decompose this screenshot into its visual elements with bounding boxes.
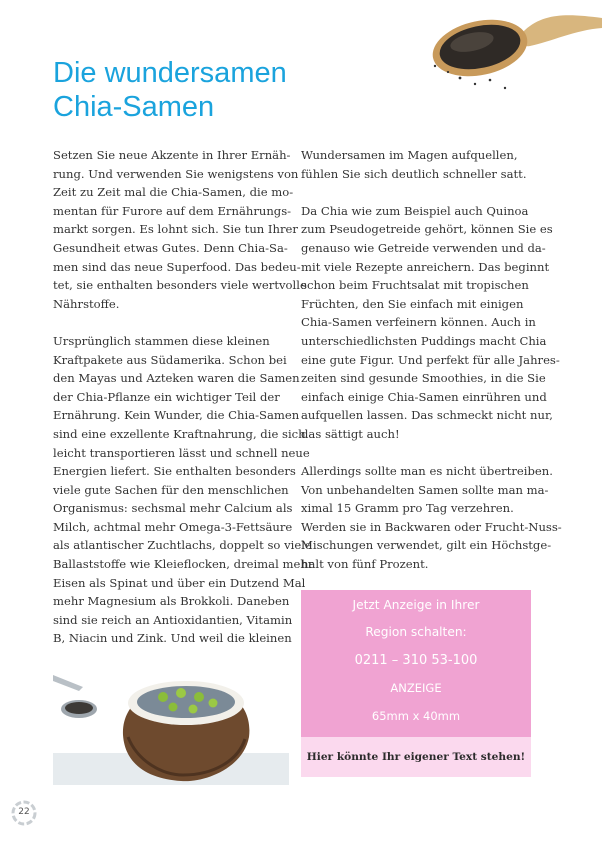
text-line: Gesundheit etwas Gutes. Denn Chia-Sa- xyxy=(53,240,288,255)
text-line: mit viele Rezepte anreichern. Das beginnt xyxy=(301,259,550,274)
text-line: als atlantischer Zuchtlachs, doppelt so viele xyxy=(53,538,312,553)
page-number-badge xyxy=(9,798,39,828)
text-line: tet, sie enthalten besonders viele wertvolle xyxy=(53,278,307,293)
text-line: Von unbehandelten Samen sollte man ma- xyxy=(301,482,549,497)
text-line: rung. Und verwenden Sie wenigstens von xyxy=(53,166,299,181)
text-line: markt sorgen. Es lohnt sich. Sie tun Ihrer xyxy=(53,222,298,237)
text-line: Eisen als Spinat und über ein Dutzend Mal xyxy=(53,575,306,590)
text-line: den Mayas und Azteken waren die Samen xyxy=(53,371,300,386)
text-line: Mischungen verwendet, gilt ein Höchstge- xyxy=(301,538,552,553)
advertisement-box xyxy=(301,590,531,777)
text-line: genauso wie Getreide verwenden und da- xyxy=(301,240,546,255)
text-line: Ursprünglich stammen diese kleinen xyxy=(53,333,270,348)
title-line: Chia-Samen xyxy=(53,91,215,123)
text-line: der Chia-Pflanze ein wichtiger Teil der xyxy=(53,389,280,404)
paragraph-gap xyxy=(301,444,537,463)
page-number: 22 xyxy=(18,807,30,817)
text-line: halt von fünf Prozent. xyxy=(301,557,429,572)
text-line: Werden sie in Backwaren oder Frucht-Nuss- xyxy=(301,519,562,534)
text-line: men sind das neue Superfood. Das bedeu- xyxy=(53,259,301,274)
text-line: Milch, achtmal mehr Omega-3-Fettsäure xyxy=(53,519,293,534)
ad-headline-line-1: Jetzt Anzeige in Ihrer xyxy=(352,598,480,612)
text-line: fühlen Sie sich deutlich schneller satt. xyxy=(301,166,527,181)
article-column-right xyxy=(301,146,562,574)
text-line: Organismus: sechsmal mehr Calcium als xyxy=(53,501,293,516)
text-line: schon beim Fruchtsalat mit tropischen xyxy=(301,278,529,293)
text-line: leicht transportieren lässt und schnell neue xyxy=(53,445,310,460)
text-line: sind eine exzellente Kraftnahrung, die sich xyxy=(53,426,306,441)
text-line: eine gute Figur. Und perfekt für alle Jahres- xyxy=(301,352,560,367)
text-line: das sättigt auch! xyxy=(301,426,400,441)
text-line: zeiten sind gesunde Smoothies, in die Sie xyxy=(301,371,546,386)
article-title xyxy=(53,56,353,124)
text-line: Nährstoffe. xyxy=(53,296,120,311)
ad-size: 65mm x 40mm xyxy=(371,709,461,723)
text-line: mehr Magnesium als Brokkoli. Daneben xyxy=(53,594,290,609)
paragraph-gap xyxy=(53,313,289,332)
ad-phone: 0211 – 310 53-100 xyxy=(354,653,478,668)
chia-spoon-image xyxy=(420,0,602,100)
paragraph-gap xyxy=(301,183,537,202)
title-line: Die wundersamen xyxy=(53,57,287,89)
text-line: Setzen Sie neue Akzente in Ihrer Ernäh- xyxy=(53,148,291,162)
text-line: unterschiedlichsten Puddings macht Chia xyxy=(301,333,547,348)
coconut-chia-image xyxy=(53,657,289,785)
text-line: viele gute Sachen für den menschlichen xyxy=(53,482,289,497)
text-line: Allerdings sollte man es nicht übertreiben. xyxy=(301,464,553,479)
text-line: zum Pseudogetreide gehört, können Sie es xyxy=(301,222,553,237)
text-line: Wundersamen im Magen aufquellen, xyxy=(301,148,518,162)
text-line: sind sie reich an Antioxidantien, Vitamin xyxy=(53,612,293,627)
ad-custom-text: Hier könnte Ihr eigener Text stehen! xyxy=(301,737,531,777)
text-line: ximal 15 Gramm pro Tag verzehren. xyxy=(301,501,514,516)
text-line: aufquellen lassen. Das schmeckt nicht nur, xyxy=(301,408,553,423)
text-line: mentan für Furore auf dem Ernährungs- xyxy=(53,203,292,218)
article-column-left xyxy=(53,146,314,648)
text-line: Früchten, den Sie einfach mit einigen xyxy=(301,296,524,311)
text-line: Ballaststoffe wie Kleieflocken, dreimal mehr xyxy=(53,557,314,572)
text-line: Energien liefert. Sie enthalten besonders xyxy=(53,464,296,479)
text-line: Kraftpakete aus Südamerika. Schon bei xyxy=(53,352,287,367)
text-line: Ernährung. Kein Wunder, die Chia-Samen xyxy=(53,408,300,423)
text-line: B, Niacin und Zink. Und weil die kleinen xyxy=(53,631,292,646)
ad-label: ANZEIGE xyxy=(390,681,442,695)
text-line: Da Chia wie zum Beispiel auch Quinoa xyxy=(301,203,529,218)
text-line: Chia-Samen verfeinern können. Auch in xyxy=(301,315,536,330)
text-line: einfach einige Chia-Samen einrühren und xyxy=(301,389,547,404)
ad-headline-line-2: Region schalten: xyxy=(365,625,467,639)
text-line: Zeit zu Zeit mal die Chia-Samen, die mo- xyxy=(53,185,294,200)
